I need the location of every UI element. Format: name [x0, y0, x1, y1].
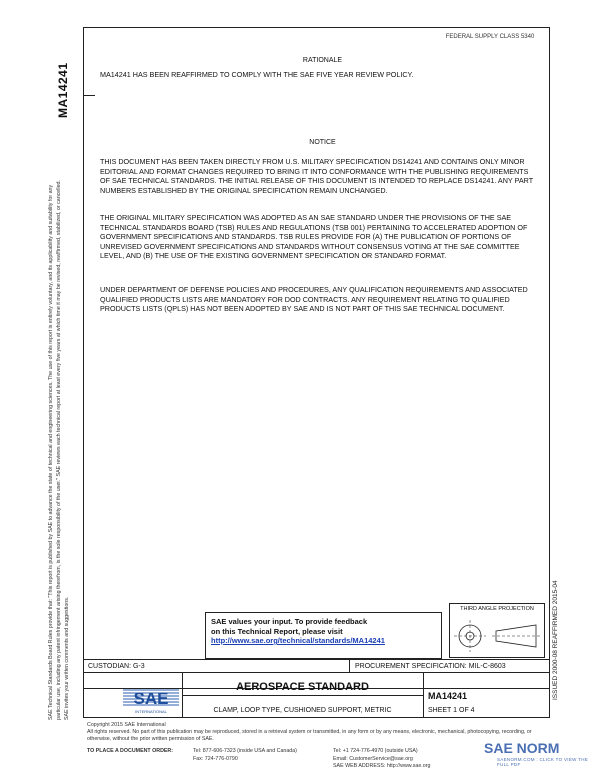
sheet-number: SHEET 1 OF 4: [428, 707, 475, 714]
document-number: MA14241: [428, 691, 468, 701]
title-block-line-bottom: [83, 717, 550, 718]
feedback-line-2: on this Technical Report, please visit: [211, 626, 343, 636]
third-angle-projection-icon: [452, 614, 542, 654]
order-label: TO PLACE A DOCUMENT ORDER:: [87, 748, 174, 754]
rights-notice: All rights reserved. No part of this publication may be reproduced, stored in a retrieval system or transmitted, in any form or by any means, electronic, mechanical, photocopying, recording, or otherwise, without the prior written permission of SAE.: [87, 729, 532, 742]
fax: Fax: 724-776-0790: [193, 756, 238, 762]
svg-text:SAE: SAE: [133, 689, 169, 708]
watermark-sub: SAENORM.COM : CLICK TO VIEW THE FULL PDF: [497, 757, 589, 767]
notice-heading: NOTICE: [309, 139, 336, 146]
notice-paragraph-2: THE ORIGINAL MILITARY SPECIFICATION WAS ADOPTED AS AN SAE STANDARD UNDER THE PROVISIONS OF THE SAE TECHNICAL STANDARDS BOARD (TSB) RULES AND REGULATIONS (TSB 001) PERTAINING TO ACCELERATED ADOPTION OF GOVERNMENT SPECIFICATIONS AND STANDARDS. TSB RULES PROVIDE FOR (A) THE PUBLICATION OF PORTIONS OF UNREVISED GOVERNMENT SPECIFICATIONS AND STANDARDS WITHOUT CONSENSUS VOTING AT THE SAE COMMITTEE LEVEL, AND (B) THE USE OF THE EXISTING GOVERNMENT SPECIFICATION OR STANDARD FORMAT.: [100, 213, 528, 260]
title-block-left: [83, 672, 84, 717]
procurement-spec: PROCUREMENT SPECIFICATION: MIL-C-8603: [355, 663, 506, 670]
projection-label: THIRD ANGLE PROJECTION: [460, 606, 534, 612]
title-block-sep-c: [423, 672, 424, 717]
svg-text:INTERNATIONAL: INTERNATIONAL: [135, 709, 167, 714]
tel-intl: Tel: +1 724-776-4970 (outside USA): [333, 748, 418, 754]
rationale-text: MA14241 HAS BEEN REAFFIRMED TO COMPLY WITH THE SAE FIVE YEAR REVIEW POLICY.: [100, 70, 414, 79]
copyright: Copyright 2015 SAE International: [87, 722, 166, 728]
watermark: SAE NORM: [484, 740, 560, 756]
title-block-sep-a: [349, 659, 350, 672]
side-divider: [83, 95, 95, 96]
feedback-line-1: SAE values your input. To provide feedback: [211, 617, 368, 626]
title-block-right: [549, 672, 550, 717]
side-doc-id: MA14241: [56, 62, 70, 118]
email: Email: CustomerService@sae.org: [333, 756, 413, 762]
document-description: CLAMP, LOOP TYPE, CUSHIONED SUPPORT, METRIC: [213, 707, 392, 714]
title-block-line-mid: [83, 672, 550, 673]
issued-date: ISSUED 2000-08 REAFFIRMED 2015-04: [552, 580, 559, 700]
sae-logo-icon: [121, 684, 181, 716]
side-legal-text: SAE Technical Standards Board Rules provide that: "This report is published by SAE to advance the state of technical and engineering sciences. The use of this report is entirely voluntary, and its applicability and suitability for any particular use, including any patent infringement arising therefrom, is the sole responsibility of the user." SAE reviews each technical report at least every five years at which time it may be revised, reaffirmed, stabilized, or cancelled. SAE invites your written comments and suggestions.: [48, 180, 70, 720]
custodian: CUSTODIAN: G-3: [88, 663, 145, 670]
title-block-sep-d: [182, 695, 423, 696]
web-address[interactable]: SAE WEB ADDRESS: http://www.sae.org: [333, 763, 431, 769]
rationale-heading: RATIONALE: [302, 57, 343, 64]
notice-paragraph-3: UNDER DEPARTMENT OF DEFENSE POLICIES AND PROCEDURES, ANY QUALIFICATION REQUIREMENTS AND ASSOCIATED QUALIFIED PRODUCTS LISTS ARE MANDATORY FOR DOD CONTRACTS. ANY REQUIREMENT RELATING TO QUALIFIED PRODUCTS LISTS (QPLS) HAS NOT BEEN ADOPTED BY SAE AND IS NOT PART OF THIS SAE TECHNICAL DOCUMENT.: [100, 285, 528, 313]
page-frame: [83, 27, 550, 689]
feedback-box: [205, 612, 442, 659]
title-block-line-top: [83, 659, 550, 660]
tel-usa: Tel: 877-606-7323 (inside USA and Canada): [193, 748, 297, 754]
notice-paragraph-1: THIS DOCUMENT HAS BEEN TAKEN DIRECTLY FROM U.S. MILITARY SPECIFICATION DS14241 AND CONTAINS ONLY MINOR EDITORIAL AND FORMAT CHANGES REQUIRED TO BRING IT INTO CONFORMANCE WITH THE PUBLISHING REQUIREMENTS OF SAE TECHNICAL STANDARDS. THE INITIAL RELEASE OF THIS DOCUMENT IS INTENDED TO REPLACE DS14241. ANY PART NUMBERS ESTABLISHED BY THE ORIGINAL SPECIFICATION REMAIN UNCHANGED.: [100, 157, 533, 195]
standard-type: AEROSPACE STANDARD: [236, 681, 369, 693]
fsc-label: FEDERAL SUPPLY CLASS 5340: [445, 34, 535, 40]
feedback-link[interactable]: http://www.sae.org/technical/standards/MA14241: [211, 636, 385, 645]
sae-logo: [121, 684, 181, 716]
